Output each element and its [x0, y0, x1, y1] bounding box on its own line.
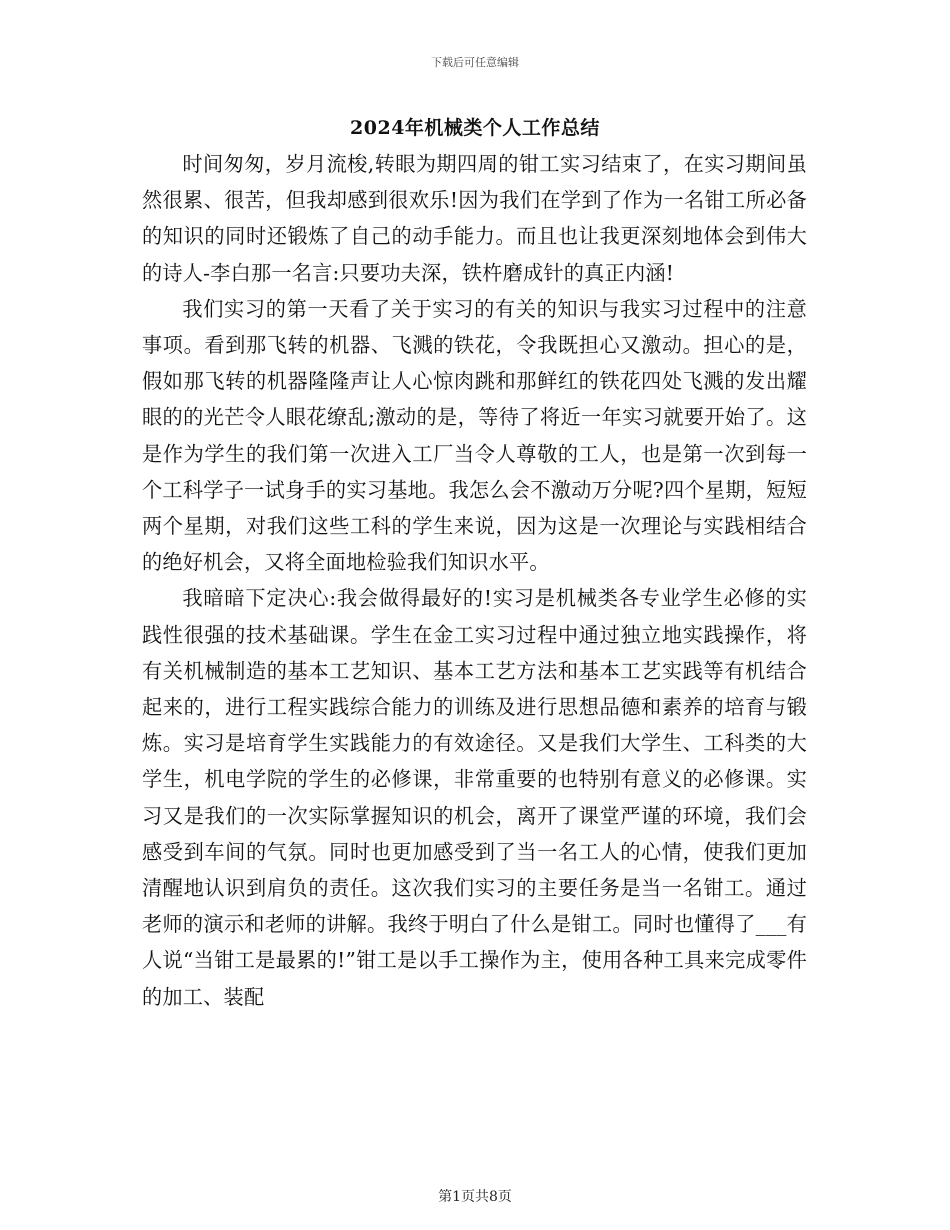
paragraph-1: 时间匆匆，岁月流梭,转眼为期四周的钳工实习结束了，在实习期间虽然很累、很苦，但我却感到很欢乐!因为我们在学到了作为一名钳工所必备的知识的同时还锻炼了自己的动手能力。而且也让我更深刻地体会到伟大的诗人-李白那一名言:只要功夫深，铁杵磨成针的真正内涵! [142, 152, 807, 285]
document-body [142, 146, 807, 1015]
page-footer: 第1页共8页 [438, 1189, 512, 1205]
paragraph-2: 我们实习的第一天看了关于实习的有关的知识与我实习过程中的注意事项。看到那飞转的机器、飞溅的铁花，令我既担心又激动。担心的是，假如那飞转的机器隆隆声让人心惊肉跳和那鲜红的铁花四处飞溅的发出耀眼的的光芒令人眼花缭乱;激动的是，等待了将近一年实习就要开始了。这是作为学生的我们第一次进入工厂当令人尊敬的工人，也是第一次到每一个工科学子一试身手的实习基地。我怎么会不激动万分呢?四个星期，短短两个星期，对我们这些工科的学生来说，因为这是一次理论与实践相结合的绝好机会，又将全面地检验我们知识水平。 [142, 296, 807, 575]
header-note: 下载后可任意编辑 [431, 56, 519, 69]
paragraph-3: 我暗暗下定决心:我会做得最好的!实习是机械类各专业学生必修的实践性很强的技术基础课。学生在金工实习过程中通过独立地实践操作，将有关机械制造的基本工艺知识、基本工艺方法和基本工艺实践等有机结合起来的，进行工程实践综合能力的训练及进行思想品德和素养的培育与锻炼。实习是培育学生实践能力的有效途径。又是我们大学生、工科类的大学生，机电学院的学生的必修课，非常重要的也特别有意义的必修课。实习又是我们的一次实际掌握知识的机会，离开了课堂严谨的环境，我们会感受到车间的气氛。同时也更加感受到了当一名工人的心情，使我们更加清醒地认识到肩负的责任。这次我们实习的主要任务是当一名钳工。通过老师的演示和老师的讲解。我终于明白了什么是钳工。同时也懂得了___有人说“当钳工是最累的!”钳工是以手工操作为主，使用各种工具来完成零件的加工、装配 [142, 586, 807, 1009]
document-title: 2024年机械类个人工作总结 [350, 117, 600, 139]
